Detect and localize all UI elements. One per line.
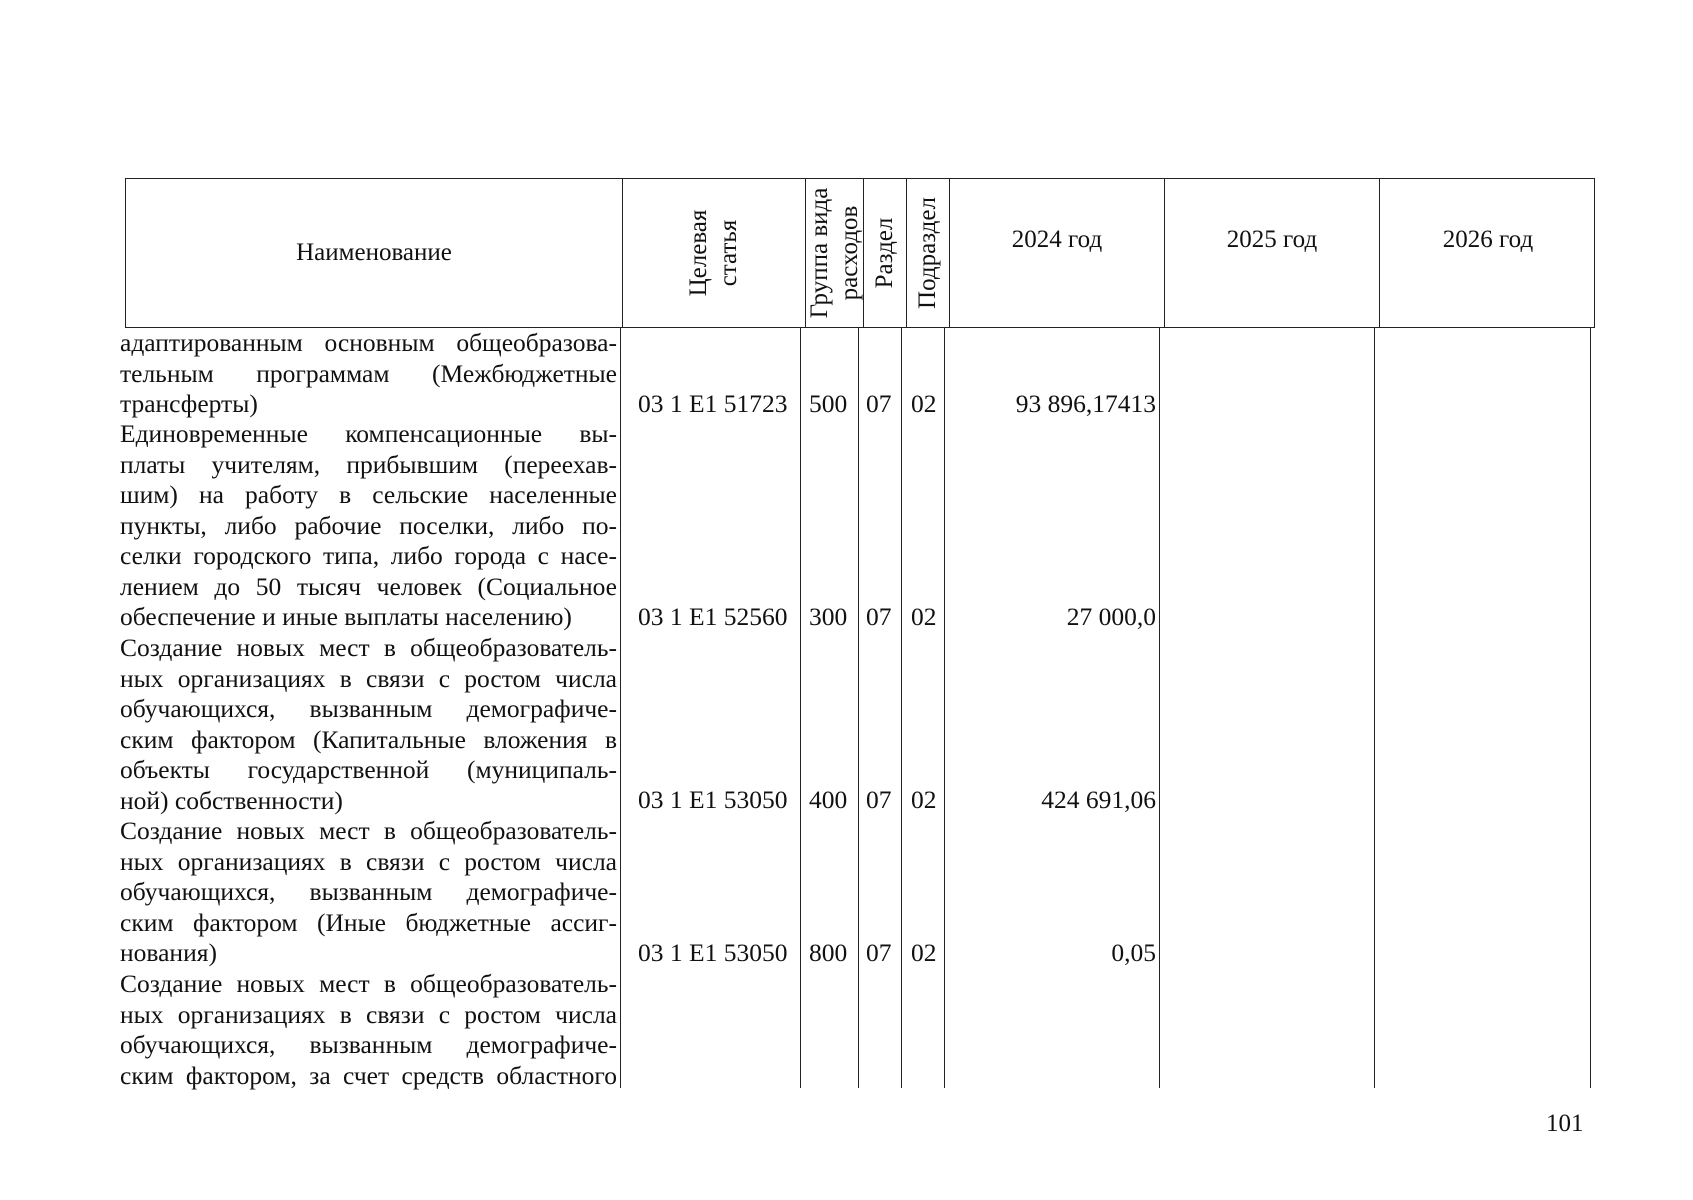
cell-2024: 27 000,0 <box>1066 602 1156 631</box>
cell-target: 03 1 E1 53050 <box>638 938 788 967</box>
col-divider <box>1374 328 1375 1088</box>
header-group: Группа вида расходов <box>806 179 864 327</box>
col-divider <box>1590 328 1591 1088</box>
cell-group: 500 <box>809 389 848 418</box>
table-row: Создание новых мест в общеобразователь- ных организациях в связи с ростом числа обучающихся, вызванным демографиче- ским фактором (Иные бюджетные ассиг- нования) <box>120 816 617 967</box>
cell-group: 800 <box>809 938 848 967</box>
table-row: адаптированным основным общеобразова- тельным программам (Межбюджетные трансферты) <box>120 328 617 418</box>
col-divider <box>1159 328 1160 1088</box>
cell-section: 07 <box>866 389 892 418</box>
cell-target: 03 1 E1 53050 <box>638 785 788 814</box>
header-section: Раздел <box>864 179 907 327</box>
cell-subsection: 02 <box>911 389 937 418</box>
cell-group: 400 <box>809 785 848 814</box>
header-name: Наименование <box>126 179 623 327</box>
header-subsection: Подраздел <box>907 179 950 327</box>
table-body <box>120 328 1590 1088</box>
table-row: Создание новых мест в общеобразователь- ных организациях в связи с ростом числа обучающихся, вызванным демографиче- ским фактором (Капитальные вложения в объекты государственной (муниципаль- ной) собственности) <box>120 633 617 815</box>
cell-2024: 0,05 <box>1111 938 1156 967</box>
cell-target: 03 1 E1 52560 <box>638 602 788 631</box>
cell-section: 07 <box>866 785 892 814</box>
col-divider <box>858 328 859 1088</box>
col-divider <box>800 328 801 1088</box>
cell-subsection: 02 <box>911 785 937 814</box>
cell-section: 07 <box>866 602 892 631</box>
cell-2024: 93 896,17413 <box>1015 389 1156 418</box>
cell-subsection: 02 <box>911 602 937 631</box>
table-header <box>125 178 1595 328</box>
header-2026: 2026 год <box>1442 226 1534 253</box>
col-divider <box>620 328 621 1088</box>
cell-2024: 424 691,06 <box>1041 785 1156 814</box>
cell-section: 07 <box>866 938 892 967</box>
col-divider <box>944 328 945 1088</box>
header-2024: 2024 год <box>950 179 1165 327</box>
cell-target: 03 1 E1 51723 <box>638 389 788 418</box>
cell-group: 300 <box>809 602 848 631</box>
col-divider <box>901 328 902 1088</box>
table-row: Создание новых мест в общеобразователь- ных организациях в связи с ростом числа обучающихся, вызванным демографиче- ским фактором, за счет средств областного <box>120 969 617 1090</box>
header-2025: 2025 год <box>1165 179 1380 327</box>
cell-subsection: 02 <box>911 938 937 967</box>
page-number: 101 <box>1546 1110 1584 1137</box>
table-row: Единовременные компенсационные вы- платы учителям, прибывшим (переехав- шим) на работу в сельские населенные пункты, либо рабочие поселки, либо по- селки городского типа, либо города с насе- лением до 50 тысяч человек (Социальное обеспечение и иные выплаты населению) <box>120 419 617 631</box>
header-target: Целевая статья <box>623 179 806 327</box>
